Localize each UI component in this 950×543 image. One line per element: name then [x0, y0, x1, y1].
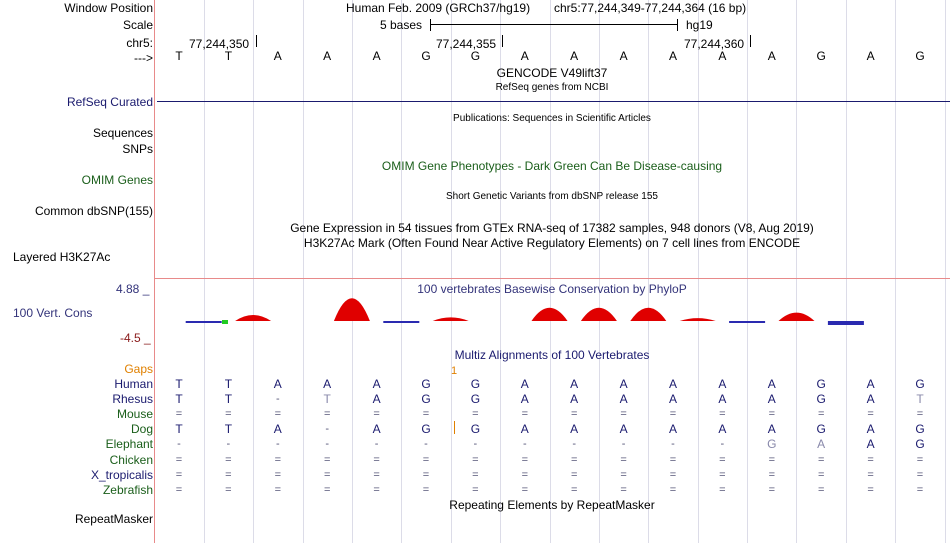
scale-bar-start — [430, 19, 431, 31]
grid-line — [451, 0, 452, 543]
reference-base: A — [273, 49, 282, 63]
scale-label: Scale — [122, 18, 153, 32]
layered-h3k27ac-label[interactable]: Layered H3K27Ac — [13, 250, 111, 264]
alignment-base: A — [866, 422, 875, 437]
alignment-base: - — [226, 438, 231, 451]
conservation-min-label: -4.5 _ — [120, 331, 151, 345]
reference-base: T — [224, 49, 233, 63]
alignment-base: = — [768, 483, 776, 496]
alignment-base: = — [916, 468, 924, 481]
reference-base: G — [915, 49, 925, 63]
chr-label: chr5: — [126, 36, 153, 50]
species-label-dog[interactable]: Dog — [130, 422, 153, 437]
alignment-base: A — [520, 392, 529, 407]
alignment-base: A — [718, 377, 727, 391]
vert-cons-label[interactable]: 100 Vert. Cons — [13, 306, 93, 320]
alignment-base: A — [323, 377, 332, 391]
alignment-base: = — [570, 408, 578, 421]
conservation-peak — [680, 318, 716, 321]
alignment-base: G — [470, 422, 481, 437]
alignment-base: A — [767, 392, 776, 407]
alignment-base: - — [572, 438, 577, 451]
alignment-base: = — [521, 408, 529, 421]
coord-tick-3 — [750, 35, 751, 47]
reference-base: A — [372, 49, 381, 63]
alignment-base: = — [867, 408, 874, 421]
conservation-peak — [334, 298, 370, 321]
conservation-peak — [433, 317, 469, 321]
reference-base: A — [668, 49, 677, 63]
species-label-zebrafish[interactable]: Zebrafish — [102, 482, 153, 497]
alignment-base: = — [817, 468, 825, 481]
sequences-label[interactable]: Sequences — [92, 126, 153, 140]
alignment-base: - — [473, 438, 478, 451]
alignment-base: - — [621, 438, 626, 451]
conservation-marker — [222, 320, 228, 324]
species-label-rhesus[interactable]: Rhesus — [112, 392, 153, 407]
alignment-base: A — [767, 422, 776, 437]
grid-line — [648, 0, 649, 543]
alignment-base: = — [472, 483, 479, 496]
alignment-base: = — [916, 453, 924, 466]
alignment-base: = — [274, 483, 282, 496]
grid-line — [352, 0, 353, 543]
grid-line — [796, 0, 797, 543]
alignment-base: = — [373, 468, 380, 481]
alignment-base: = — [373, 483, 380, 496]
omim-track-title: OMIM Gene Phenotypes - Dark Green Can Be Disease-causing — [381, 159, 723, 173]
alignment-base: G — [915, 377, 925, 391]
alignment-base: A — [619, 392, 628, 407]
alignment-base: = — [719, 483, 726, 496]
alignment-base: G — [816, 422, 826, 437]
alignment-base: = — [472, 468, 479, 481]
alignment-base: G — [421, 392, 431, 407]
conservation-wiggle — [154, 296, 950, 336]
reference-base: A — [619, 49, 628, 63]
alignment-base: = — [323, 483, 331, 496]
alignment-base: T — [175, 377, 183, 391]
alignment-base: = — [719, 468, 726, 481]
alignment-base: - — [177, 438, 181, 451]
grid-line — [204, 0, 205, 543]
alignment-base: A — [372, 377, 381, 391]
alignment-base: = — [472, 408, 479, 421]
reference-base: T — [175, 49, 183, 63]
alignment-base: = — [669, 408, 677, 421]
alignment-base: = — [225, 408, 232, 421]
alignment-base: - — [671, 438, 675, 451]
refseq-gene-line[interactable] — [157, 101, 950, 102]
reference-base: A — [767, 49, 776, 63]
grid-line — [747, 0, 748, 543]
alignment-base: = — [521, 468, 529, 481]
alignment-base: = — [570, 453, 578, 466]
alignment-base: G — [470, 392, 481, 407]
alignment-base: - — [720, 438, 725, 451]
alignment-base: A — [570, 392, 579, 407]
scale-bar-end — [677, 19, 678, 31]
alignment-base: = — [323, 453, 331, 466]
h3k27ac-track-title: H3K27Ac Mark (Often Found Near Active Regulatory Elements) on 7 cell lines from ENCODE — [303, 236, 801, 250]
alignment-base: A — [619, 377, 628, 391]
conservation-dip — [828, 321, 864, 325]
alignment-base: A — [668, 422, 677, 437]
snps-group-label: SNPs — [122, 142, 153, 156]
reference-base: G — [470, 49, 481, 63]
alignment-base: A — [570, 377, 579, 391]
strand-label: ---> — [134, 51, 153, 65]
gap-count: 1 — [451, 365, 458, 377]
gtex-track-title: Gene Expression in 54 tissues from GTEx RNA-seq of 17382 samples, 948 donors (V8, Aug 2019) — [290, 221, 814, 235]
grid-line — [846, 0, 847, 543]
species-label-human[interactable]: Human — [114, 377, 153, 391]
alignment-base: = — [817, 483, 825, 496]
alignment-base: = — [274, 453, 282, 466]
alignment-base: A — [668, 392, 677, 407]
refseq-track-title: RefSeq genes from NCBI — [495, 82, 609, 93]
coord-1: 77,244,350 — [189, 37, 250, 51]
alignment-base: = — [175, 453, 183, 466]
alignment-base: = — [867, 483, 874, 496]
conservation-peak — [630, 308, 666, 321]
alignment-base: T — [224, 422, 233, 437]
reference-base: G — [816, 49, 826, 63]
conservation-dip — [186, 321, 222, 323]
coord-2: 77,244,355 — [436, 37, 497, 51]
gencode-track-title: GENCODE V49lift37 — [496, 66, 608, 80]
alignment-base: - — [275, 438, 280, 451]
publications-track-title: Publications: Sequences in Scientific Articles — [453, 113, 651, 124]
grid-line — [401, 0, 402, 543]
assembly-title: Human Feb. 2009 (GRCh37/hg19) — [346, 1, 531, 15]
alignment-base: = — [620, 453, 627, 466]
conservation-peak — [235, 315, 271, 321]
alignment-base: = — [669, 468, 677, 481]
alignment-base: A — [866, 377, 875, 391]
alignment-base: = — [768, 453, 776, 466]
common-dbsnp-label[interactable]: Common dbSNP(155) — [34, 204, 153, 218]
alignment-base: = — [867, 453, 874, 466]
alignment-base: = — [422, 453, 430, 466]
alignment-base: = — [867, 468, 874, 481]
alignment-base: = — [570, 468, 578, 481]
alignment-base: A — [866, 392, 875, 407]
alignment-base: = — [768, 468, 776, 481]
alignment-base: G — [816, 377, 826, 391]
grid-line — [303, 0, 304, 543]
gaps-label[interactable]: Gaps — [124, 362, 153, 376]
alignment-base: - — [522, 438, 527, 451]
alignment-base: A — [520, 422, 529, 437]
alignment-base: = — [225, 453, 232, 466]
alignment-base: - — [424, 438, 428, 451]
grid-line — [945, 0, 946, 543]
reference-base: A — [570, 49, 579, 63]
conservation-dip — [729, 321, 765, 323]
alignment-base: = — [274, 468, 282, 481]
alignment-base: = — [422, 483, 430, 496]
alignment-base: = — [669, 483, 677, 496]
species-label-chicken[interactable]: Chicken — [109, 452, 153, 467]
scale-bar — [430, 24, 678, 25]
alignment-base: = — [916, 408, 924, 421]
alignment-base: G — [421, 377, 431, 391]
alignment-base: - — [275, 393, 280, 406]
conservation-track-title: 100 vertebrates Basewise Conservation by PhyloP — [417, 282, 687, 296]
species-label-x_tropicalis[interactable]: X_tropicalis — [90, 467, 153, 482]
alignment-base: = — [175, 483, 183, 496]
alignment-base: A — [668, 377, 677, 391]
multiz-track-title: Multiz Alignments of 100 Vertebrates — [454, 348, 650, 362]
conservation-peak — [581, 308, 617, 321]
alignment-base: = — [817, 453, 825, 466]
alignment-base: G — [915, 437, 925, 452]
alignment-base: A — [817, 437, 826, 452]
db-name: hg19 — [686, 18, 713, 32]
alignment-base: G — [421, 422, 431, 437]
alignment-base: A — [718, 392, 727, 407]
alignment-base: T — [175, 392, 183, 407]
alignment-base: = — [916, 483, 924, 496]
alignment-base: = — [373, 408, 380, 421]
grid-line — [698, 0, 699, 543]
alignment-base: = — [323, 408, 331, 421]
alignment-base: - — [374, 438, 379, 451]
alignment-base: G — [767, 437, 777, 452]
reference-base: G — [421, 49, 431, 63]
alignment-base: T — [224, 392, 233, 407]
alignment-base: = — [669, 453, 677, 466]
alignment-base: = — [225, 483, 232, 496]
alignment-base: G — [470, 377, 481, 391]
grid-line — [895, 0, 896, 543]
alignment-base: A — [718, 422, 727, 437]
alignment-base: A — [372, 392, 381, 407]
alignment-base: = — [472, 453, 479, 466]
window-position-label: Window Position — [64, 1, 153, 15]
conservation-peak — [532, 308, 568, 321]
alignment-base: = — [422, 468, 430, 481]
alignment-base: A — [273, 422, 282, 437]
alignment-base: = — [620, 408, 627, 421]
alignment-base: A — [520, 377, 529, 391]
alignment-base: A — [866, 437, 875, 452]
alignment-base: = — [274, 408, 282, 421]
alignment-base: A — [570, 422, 579, 437]
alignment-base: = — [521, 483, 529, 496]
alignment-base: = — [175, 408, 183, 421]
repeatmasker-label[interactable]: RepeatMasker — [74, 512, 153, 526]
dbsnp-track-title: Short Genetic Variants from dbSNP release 155 — [446, 191, 658, 202]
alignment-base: G — [816, 392, 826, 407]
alignment-base: = — [768, 408, 776, 421]
label-area-border — [154, 0, 155, 543]
alignment-base: = — [817, 408, 825, 421]
alignment-base: = — [570, 483, 578, 496]
reference-base: A — [323, 49, 332, 63]
alignment-base: = — [175, 468, 183, 481]
conservation-dip — [383, 321, 419, 323]
grid-line — [253, 0, 254, 543]
reference-base: A — [866, 49, 875, 63]
coord-tick-1 — [256, 35, 257, 47]
alignment-base: T — [175, 422, 183, 437]
insertion-marker — [454, 421, 455, 434]
alignment-base: = — [719, 408, 726, 421]
omim-genes-label[interactable]: OMIM Genes — [81, 173, 153, 187]
coord-tick-2 — [502, 35, 503, 47]
alignment-base: - — [325, 438, 330, 451]
alignment-base: = — [719, 453, 726, 466]
alignment-base: T — [916, 392, 924, 407]
conservation-max-label: 4.88 _ — [116, 282, 150, 296]
reference-base: A — [520, 49, 529, 63]
repeatmasker-track-title: Repeating Elements by RepeatMasker — [449, 498, 655, 512]
species-label-elephant[interactable]: Elephant — [105, 437, 153, 452]
alignment-base: = — [323, 468, 331, 481]
alignment-base: = — [620, 483, 627, 496]
alignment-base: G — [915, 422, 925, 437]
alignment-base: T — [224, 377, 233, 391]
alignment-base: - — [325, 423, 330, 436]
coord-3: 77,244,360 — [684, 37, 745, 51]
reference-base: A — [718, 49, 727, 63]
alignment-base: A — [767, 377, 776, 391]
alignment-base: = — [373, 453, 380, 466]
conservation-peak — [779, 313, 815, 321]
alignment-base: A — [619, 422, 628, 437]
section-divider — [154, 278, 950, 279]
species-label-mouse[interactable]: Mouse — [116, 407, 153, 422]
refseq-curated-label[interactable]: RefSeq Curated — [66, 95, 153, 109]
alignment-base: A — [372, 422, 381, 437]
alignment-base: T — [323, 392, 331, 407]
alignment-base: = — [620, 468, 627, 481]
alignment-base: = — [422, 408, 430, 421]
position-text: chr5:77,244,349-77,244,364 (16 bp) — [554, 1, 747, 15]
alignment-base: = — [225, 468, 232, 481]
alignment-base: A — [273, 377, 282, 391]
alignment-base: = — [521, 453, 529, 466]
scale-text: 5 bases — [380, 18, 423, 32]
